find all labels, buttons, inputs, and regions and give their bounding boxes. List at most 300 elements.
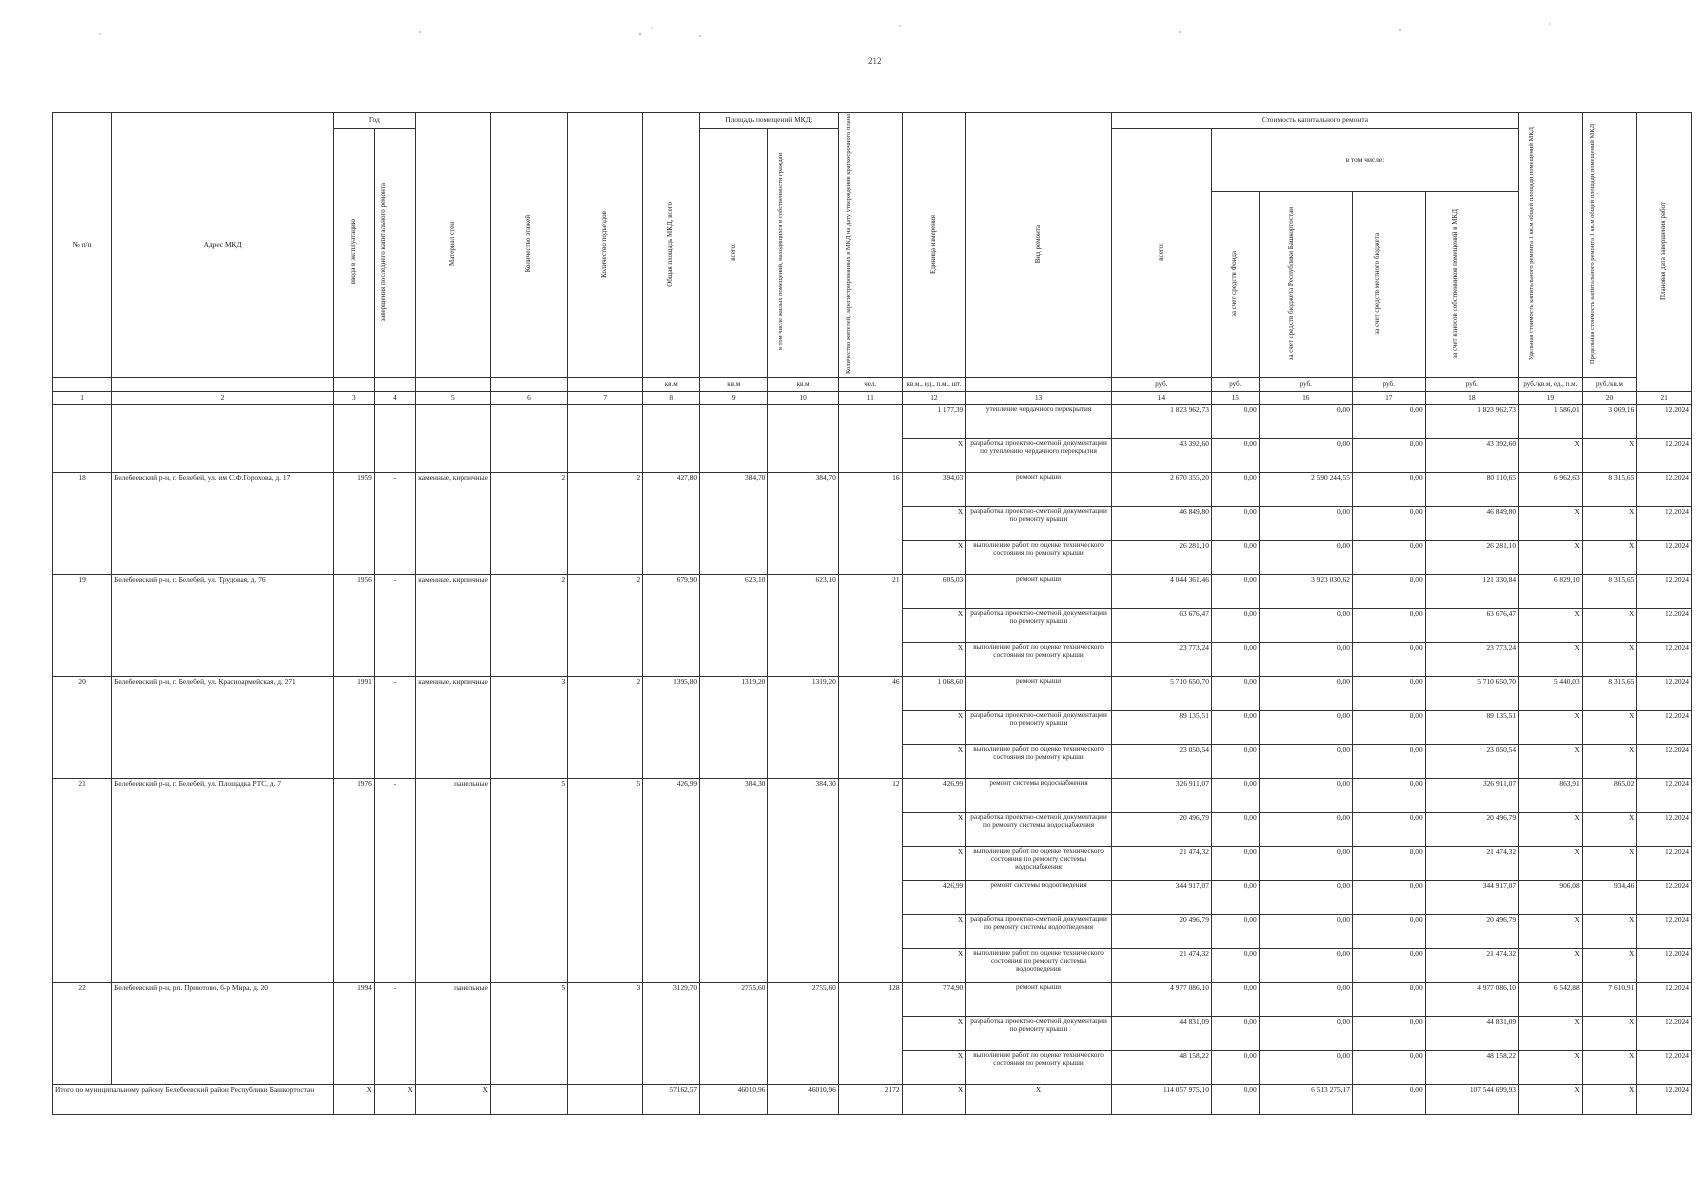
header-cost-incl: в том числе: bbox=[1211, 129, 1518, 192]
unit-c1 bbox=[53, 378, 112, 392]
work-unit: 394,03 bbox=[902, 473, 966, 507]
row-number: 20 bbox=[53, 677, 112, 779]
unit-c10: кв.м bbox=[768, 378, 839, 392]
work-type: утепление чердачного перекрытия bbox=[966, 405, 1112, 439]
header-premises-total: всего: bbox=[700, 129, 768, 378]
row-entrances: 3 bbox=[568, 983, 643, 1085]
cost-total: 89 135,51 bbox=[1111, 711, 1211, 745]
cost-local: 0,00 bbox=[1352, 1051, 1425, 1085]
cost-local: 0,00 bbox=[1352, 439, 1425, 473]
plan-date: 12.2024 bbox=[1637, 983, 1692, 1017]
unit-cost: X bbox=[1519, 949, 1583, 983]
column-index: 19 bbox=[1519, 392, 1583, 405]
header-cost-total: всего: bbox=[1111, 129, 1211, 378]
column-index: 14 bbox=[1111, 392, 1211, 405]
header-floors: Количество этажей bbox=[490, 113, 567, 378]
cost-local: 0,00 bbox=[1352, 473, 1425, 507]
work-type: выполнение работ по оценке технического состояния по ремонту системы водоотведения bbox=[966, 949, 1112, 983]
cost-fund: 0,00 bbox=[1211, 473, 1259, 507]
unit-c16: руб. bbox=[1259, 378, 1352, 392]
total-owners: 107 544 699,93 bbox=[1425, 1085, 1518, 1115]
row-entrances: 2 bbox=[568, 575, 643, 677]
work-unit: X bbox=[902, 949, 966, 983]
row-premises: 1319,20 bbox=[700, 677, 768, 779]
total-c4: X bbox=[374, 1085, 415, 1115]
plan-date: 12.2024 bbox=[1637, 609, 1692, 643]
unit-c3 bbox=[333, 378, 374, 392]
unit-cost: X bbox=[1519, 439, 1583, 473]
unit-cost: X bbox=[1519, 1051, 1583, 1085]
unit-cost: 5 440,03 bbox=[1519, 677, 1583, 711]
row-total-area: 427,80 bbox=[643, 473, 700, 575]
row-number: 22 bbox=[53, 983, 112, 1085]
work-type: разработка проектно-сметной документации по ремонту крыши bbox=[966, 1017, 1112, 1051]
max-cost: 7 610,91 bbox=[1582, 983, 1637, 1017]
repair-plan-table bbox=[52, 112, 1692, 1115]
work-unit: X bbox=[902, 1017, 966, 1051]
total-prem_fund: 46010,96 bbox=[768, 1085, 839, 1115]
unit-cost: X bbox=[1519, 745, 1583, 779]
row-material: панельные bbox=[415, 983, 490, 1085]
header-cost-group: Стоимость капитального ремонта bbox=[1111, 113, 1518, 129]
scan-noise-artifacts bbox=[0, 14, 1697, 54]
max-cost: X bbox=[1582, 439, 1637, 473]
work-type: выполнение работ по оценке технического состояния по ремонту крыши bbox=[966, 643, 1112, 677]
cost-total: 63 676,47 bbox=[1111, 609, 1211, 643]
cost-local: 0,00 bbox=[1352, 507, 1425, 541]
work-unit: X bbox=[902, 541, 966, 575]
cost-owners: 20 496,79 bbox=[1425, 915, 1518, 949]
max-cost: X bbox=[1582, 1051, 1637, 1085]
cost-total: 4 977 086,10 bbox=[1111, 983, 1211, 1017]
header-unit: Единица измерения bbox=[902, 113, 966, 378]
total-type: X bbox=[966, 1085, 1112, 1115]
cost-owners: 44 831,09 bbox=[1425, 1017, 1518, 1051]
total-label: Итого по муниципальному району Белебеевский район Республики Башкортостан bbox=[53, 1085, 334, 1115]
header-max-cost: Предельная стоимость капитального ремонта 1 кв.м общей площади помещений МКД bbox=[1582, 113, 1637, 378]
row-floors: 2 bbox=[490, 575, 567, 677]
cost-owners: 63 676,47 bbox=[1425, 609, 1518, 643]
work-unit: X bbox=[902, 507, 966, 541]
row-residents bbox=[838, 405, 902, 473]
cost-budget-rb: 0,00 bbox=[1259, 1017, 1352, 1051]
unit-c5 bbox=[415, 378, 490, 392]
work-unit: X bbox=[902, 1051, 966, 1085]
total-rb: 6 513 275,17 bbox=[1259, 1085, 1352, 1115]
cost-budget-rb: 0,00 bbox=[1259, 1051, 1352, 1085]
header-premises-group: Площадь помещений МКД: bbox=[700, 113, 839, 129]
work-unit: 426,99 bbox=[902, 881, 966, 915]
row-last-repair: - bbox=[374, 575, 415, 677]
column-index: 2 bbox=[112, 392, 334, 405]
cost-budget-rb: 0,00 bbox=[1259, 711, 1352, 745]
cost-owners: 121 330,84 bbox=[1425, 575, 1518, 609]
work-unit: X bbox=[902, 847, 966, 881]
row-premises-fund: 384,30 bbox=[768, 779, 839, 983]
table-row bbox=[53, 779, 1692, 813]
header-residents: Количество жителей, зарегистрированных в МКД на дату утверждения краткосрочного плана bbox=[838, 113, 902, 378]
cost-total: 43 392,60 bbox=[1111, 439, 1211, 473]
row-year: 1959 bbox=[333, 473, 374, 575]
unit-cost: X bbox=[1519, 813, 1583, 847]
cost-local: 0,00 bbox=[1352, 1017, 1425, 1051]
work-type: ремонт крыши bbox=[966, 575, 1112, 609]
cost-budget-rb: 0,00 bbox=[1259, 915, 1352, 949]
row-entrances: 2 bbox=[568, 473, 643, 575]
row-year: 1991 bbox=[333, 677, 374, 779]
cost-total: 48 158,22 bbox=[1111, 1051, 1211, 1085]
cost-owners: 326 911,07 bbox=[1425, 779, 1518, 813]
unit-cost: X bbox=[1519, 643, 1583, 677]
unit-c2 bbox=[112, 378, 334, 392]
cost-fund: 0,00 bbox=[1211, 575, 1259, 609]
unit-c7 bbox=[568, 378, 643, 392]
work-type: выполнение работ по оценке технического состояния по ремонту крыши bbox=[966, 1051, 1112, 1085]
cost-owners: 43 392,60 bbox=[1425, 439, 1518, 473]
max-cost: X bbox=[1582, 541, 1637, 575]
header-cost-local: за счет средств местного бюджета bbox=[1352, 192, 1425, 378]
cost-owners: 46 849,80 bbox=[1425, 507, 1518, 541]
row-premises-fund: 1319,20 bbox=[768, 677, 839, 779]
row-last-repair: - bbox=[374, 473, 415, 575]
max-cost: 8 315,65 bbox=[1582, 677, 1637, 711]
max-cost: X bbox=[1582, 949, 1637, 983]
max-cost: 3 069,16 bbox=[1582, 405, 1637, 439]
work-type: ремонт крыши bbox=[966, 473, 1112, 507]
work-type: ремонт крыши bbox=[966, 983, 1112, 1017]
row-total-area: 426,99 bbox=[643, 779, 700, 983]
cost-total: 20 496,79 bbox=[1111, 915, 1211, 949]
unit-cost: X bbox=[1519, 1017, 1583, 1051]
header-unit-cost: Удельная стоимость капитального ремонта 1 кв.м общей площади помещений МКД bbox=[1519, 113, 1583, 378]
max-cost: 934,46 bbox=[1582, 881, 1637, 915]
cost-total: 21 474,32 bbox=[1111, 847, 1211, 881]
cost-owners: 48 158,22 bbox=[1425, 1051, 1518, 1085]
work-unit: X bbox=[902, 439, 966, 473]
cost-fund: 0,00 bbox=[1211, 541, 1259, 575]
cost-budget-rb: 3 923 030,62 bbox=[1259, 575, 1352, 609]
cost-fund: 0,00 bbox=[1211, 779, 1259, 813]
unit-c20: руб./кв.м bbox=[1582, 378, 1637, 392]
row-year bbox=[333, 405, 374, 473]
plan-date: 12.2024 bbox=[1637, 541, 1692, 575]
unit-c18: руб. bbox=[1425, 378, 1518, 392]
work-unit: X bbox=[902, 813, 966, 847]
plan-date: 12.2024 bbox=[1637, 1051, 1692, 1085]
row-premises: 623,10 bbox=[700, 575, 768, 677]
column-index: 6 bbox=[490, 392, 567, 405]
work-type: ремонт системы водоотведения bbox=[966, 881, 1112, 915]
column-index-row bbox=[53, 392, 1692, 405]
total-unit_cost: X bbox=[1519, 1085, 1583, 1115]
work-type: выполнение работ по оценке технического состояния по ремонту крыши bbox=[966, 541, 1112, 575]
cost-fund: 0,00 bbox=[1211, 677, 1259, 711]
column-index: 1 bbox=[53, 392, 112, 405]
max-cost: 8 315,65 bbox=[1582, 575, 1637, 609]
unit-c15: руб. bbox=[1211, 378, 1259, 392]
column-index: 12 bbox=[902, 392, 966, 405]
cost-total: 44 831,09 bbox=[1111, 1017, 1211, 1051]
column-index: 17 bbox=[1352, 392, 1425, 405]
row-address: Белебеевский р-н, г. Белебей, ул. Трудовая, д. 76 bbox=[112, 575, 334, 677]
work-unit: X bbox=[902, 915, 966, 949]
cost-budget-rb: 0,00 bbox=[1259, 677, 1352, 711]
unit-cost: X bbox=[1519, 915, 1583, 949]
row-residents: 128 bbox=[838, 983, 902, 1085]
row-premises bbox=[700, 405, 768, 473]
row-material: каменные, кирпичные bbox=[415, 677, 490, 779]
row-number: 18 bbox=[53, 473, 112, 575]
unit-c13 bbox=[966, 378, 1112, 392]
cost-fund: 0,00 bbox=[1211, 405, 1259, 439]
unit-c17: руб. bbox=[1352, 378, 1425, 392]
header-address: Адрес МКД bbox=[112, 113, 334, 378]
max-cost: X bbox=[1582, 1017, 1637, 1051]
cost-owners: 4 977 086,10 bbox=[1425, 983, 1518, 1017]
cost-budget-rb: 0,00 bbox=[1259, 949, 1352, 983]
unit-cost: 1 586,01 bbox=[1519, 405, 1583, 439]
cost-total: 23 050,54 bbox=[1111, 745, 1211, 779]
cost-budget-rb: 0,00 bbox=[1259, 779, 1352, 813]
header-cost-budget-rb: за счет средств бюджета Республики Башкортостан bbox=[1259, 192, 1352, 378]
cost-total: 46 849,80 bbox=[1111, 507, 1211, 541]
cost-total: 23 773,24 bbox=[1111, 643, 1211, 677]
total-residents: 2172 bbox=[838, 1085, 902, 1115]
row-entrances bbox=[568, 405, 643, 473]
total-prem: 46010,96 bbox=[700, 1085, 768, 1115]
table-row bbox=[53, 405, 1692, 439]
plan-date: 12.2024 bbox=[1637, 881, 1692, 915]
work-type: разработка проектно-сметной документации по утеплению чердачного перекрытия bbox=[966, 439, 1112, 473]
row-floors: 5 bbox=[490, 983, 567, 1085]
row-entrances: 2 bbox=[568, 677, 643, 779]
row-address: Белебеевский р-н, рп. Приютово, б-р Мира, д. 20 bbox=[112, 983, 334, 1085]
plan-date: 12.2024 bbox=[1637, 847, 1692, 881]
plan-date: 12.2024 bbox=[1637, 473, 1692, 507]
cost-local: 0,00 bbox=[1352, 813, 1425, 847]
cost-owners: 80 110,65 bbox=[1425, 473, 1518, 507]
unit-c19: руб./кв.м, ед., п.м. bbox=[1519, 378, 1583, 392]
row-total-area: 1395,80 bbox=[643, 677, 700, 779]
page-number: 212 bbox=[868, 56, 882, 66]
column-index: 3 bbox=[333, 392, 374, 405]
header-year-last-repair: завершения последнего капитального ремонта bbox=[374, 129, 415, 378]
row-material: панельные bbox=[415, 779, 490, 983]
plan-date: 12.2024 bbox=[1637, 915, 1692, 949]
cost-local: 0,00 bbox=[1352, 711, 1425, 745]
cost-local: 0,00 bbox=[1352, 949, 1425, 983]
unit-cost: 863,91 bbox=[1519, 779, 1583, 813]
cost-budget-rb: 0,00 bbox=[1259, 745, 1352, 779]
row-material: каменные, кирпичные bbox=[415, 473, 490, 575]
max-cost: 8 315,65 bbox=[1582, 473, 1637, 507]
column-index: 18 bbox=[1425, 392, 1518, 405]
cost-local: 0,00 bbox=[1352, 541, 1425, 575]
cost-budget-rb: 0,00 bbox=[1259, 507, 1352, 541]
row-address: Белебеевский р-н, г. Белебей, ул. Красноармейская, д. 271 bbox=[112, 677, 334, 779]
cost-local: 0,00 bbox=[1352, 983, 1425, 1017]
work-unit: 426,99 bbox=[902, 779, 966, 813]
row-premises: 384,70 bbox=[700, 473, 768, 575]
plan-date: 12.2024 bbox=[1637, 439, 1692, 473]
cost-fund: 0,00 bbox=[1211, 507, 1259, 541]
cost-owners: 344 917,07 bbox=[1425, 881, 1518, 915]
work-type: разработка проектно-сметной документации по ремонту системы водоснабжения bbox=[966, 813, 1112, 847]
unit-cost: 6 962,63 bbox=[1519, 473, 1583, 507]
table-row bbox=[53, 983, 1692, 1017]
total-area: 57162,57 bbox=[643, 1085, 700, 1115]
plan-date: 12.2024 bbox=[1637, 405, 1692, 439]
cost-budget-rb: 0,00 bbox=[1259, 813, 1352, 847]
column-index: 5 bbox=[415, 392, 490, 405]
unit-cost: X bbox=[1519, 541, 1583, 575]
cost-total: 21 474,32 bbox=[1111, 949, 1211, 983]
total-floors bbox=[490, 1085, 567, 1115]
plan-date: 12.2024 bbox=[1637, 575, 1692, 609]
row-number: 19 bbox=[53, 575, 112, 677]
cost-owners: 21 474,32 bbox=[1425, 847, 1518, 881]
cost-local: 0,00 bbox=[1352, 643, 1425, 677]
work-unit: X bbox=[902, 711, 966, 745]
unit-cost: X bbox=[1519, 507, 1583, 541]
cost-budget-rb: 0,00 bbox=[1259, 983, 1352, 1017]
column-index: 11 bbox=[838, 392, 902, 405]
row-number bbox=[53, 405, 112, 473]
cost-budget-rb: 0,00 bbox=[1259, 541, 1352, 575]
cost-budget-rb: 0,00 bbox=[1259, 847, 1352, 881]
cost-budget-rb: 0,00 bbox=[1259, 405, 1352, 439]
row-address: Белебеевский р-н, г. Белебей, ул. им С.Ф.Горохова, д. 17 bbox=[112, 473, 334, 575]
unit-cost: X bbox=[1519, 609, 1583, 643]
plan-date: 12.2024 bbox=[1637, 949, 1692, 983]
row-residents: 21 bbox=[838, 575, 902, 677]
header-wall-material: Материал стен bbox=[415, 113, 490, 378]
work-type: ремонт системы водоснабжения bbox=[966, 779, 1112, 813]
max-cost: X bbox=[1582, 507, 1637, 541]
header-entrances: Количество подъездов bbox=[568, 113, 643, 378]
row-last-repair: - bbox=[374, 677, 415, 779]
cost-total: 26 281,10 bbox=[1111, 541, 1211, 575]
cost-budget-rb: 0,00 bbox=[1259, 881, 1352, 915]
unit-c11: чел. bbox=[838, 378, 902, 392]
cost-fund: 0,00 bbox=[1211, 813, 1259, 847]
cost-local: 0,00 bbox=[1352, 609, 1425, 643]
max-cost: X bbox=[1582, 609, 1637, 643]
unit-c8: кв.м bbox=[643, 378, 700, 392]
cost-owners: 23 050,54 bbox=[1425, 745, 1518, 779]
plan-date: 12.2024 bbox=[1637, 779, 1692, 813]
unit-cost: X bbox=[1519, 847, 1583, 881]
plan-date: 12.2024 bbox=[1637, 677, 1692, 711]
work-type: выполнение работ по оценке технического состояния по ремонту крыши bbox=[966, 745, 1112, 779]
cost-budget-rb: 0,00 bbox=[1259, 439, 1352, 473]
cost-local: 0,00 bbox=[1352, 779, 1425, 813]
max-cost: 865,02 bbox=[1582, 779, 1637, 813]
unit-cost: 6 829,10 bbox=[1519, 575, 1583, 609]
column-index: 13 bbox=[966, 392, 1112, 405]
header-total-area: Общая площадь МКД, всего bbox=[643, 113, 700, 378]
cost-owners: 23 773,24 bbox=[1425, 643, 1518, 677]
column-index: 8 bbox=[643, 392, 700, 405]
column-index: 10 bbox=[768, 392, 839, 405]
cost-fund: 0,00 bbox=[1211, 847, 1259, 881]
plan-date: 12.2024 bbox=[1637, 711, 1692, 745]
cost-fund: 0,00 bbox=[1211, 915, 1259, 949]
row-premises-fund: 384,70 bbox=[768, 473, 839, 575]
row-residents: 16 bbox=[838, 473, 902, 575]
plan-date: 12.2024 bbox=[1637, 643, 1692, 677]
cost-fund: 0,00 bbox=[1211, 609, 1259, 643]
unit-cost: 906,08 bbox=[1519, 881, 1583, 915]
total-local: 0,00 bbox=[1352, 1085, 1425, 1115]
row-entrances: 5 bbox=[568, 779, 643, 983]
row-premises: 384,30 bbox=[700, 779, 768, 983]
row-premises-fund: 2755,60 bbox=[768, 983, 839, 1085]
cost-budget-rb: 0,00 bbox=[1259, 609, 1352, 643]
max-cost: X bbox=[1582, 915, 1637, 949]
repair-plan-table-wrapper bbox=[52, 112, 1692, 1115]
table-row bbox=[53, 677, 1692, 711]
total-total: 114 057 975,10 bbox=[1111, 1085, 1211, 1115]
work-type: выполнение работ по оценке технического состояния по ремонту системы водоснабжения bbox=[966, 847, 1112, 881]
cost-local: 0,00 bbox=[1352, 405, 1425, 439]
unit-c4 bbox=[374, 378, 415, 392]
work-unit: X bbox=[902, 745, 966, 779]
table-row bbox=[53, 473, 1692, 507]
row-address: Белебеевский р-н, г. Белебей, ул. Площадка РТС, д. 7 bbox=[112, 779, 334, 983]
header-premises-fund: в том числе жилых помещений, находящихся в собственности граждан bbox=[768, 129, 839, 378]
cost-local: 0,00 bbox=[1352, 915, 1425, 949]
header-cost-fund: за счет средств Фонда bbox=[1211, 192, 1259, 378]
total-row bbox=[53, 1085, 1692, 1115]
row-address bbox=[112, 405, 334, 473]
cost-fund: 0,00 bbox=[1211, 711, 1259, 745]
cost-budget-rb: 2 590 244,55 bbox=[1259, 473, 1352, 507]
cost-local: 0,00 bbox=[1352, 745, 1425, 779]
row-material bbox=[415, 405, 490, 473]
work-unit: 605,03 bbox=[902, 575, 966, 609]
row-number: 21 bbox=[53, 779, 112, 983]
plan-date: 12.2024 bbox=[1637, 745, 1692, 779]
unit-cost: X bbox=[1519, 711, 1583, 745]
work-unit: X bbox=[902, 609, 966, 643]
header-year-commission: ввода в эксплуатацию bbox=[333, 129, 374, 378]
cost-total: 326 911,07 bbox=[1111, 779, 1211, 813]
cost-total: 344 917,07 bbox=[1111, 881, 1211, 915]
plan-date: 12.2024 bbox=[1637, 813, 1692, 847]
work-unit: X bbox=[902, 643, 966, 677]
total-date: 12.2024 bbox=[1637, 1085, 1692, 1115]
work-unit: 1 068,60 bbox=[902, 677, 966, 711]
cost-fund: 0,00 bbox=[1211, 745, 1259, 779]
row-year: 1956 bbox=[333, 575, 374, 677]
row-floors: 5 bbox=[490, 779, 567, 983]
header-plan-date: Плановая дата завершения работ bbox=[1637, 113, 1692, 392]
cost-total: 1 823 962,73 bbox=[1111, 405, 1211, 439]
total-c5: X bbox=[415, 1085, 490, 1115]
row-material: каменные, кирпичные bbox=[415, 575, 490, 677]
total-max: X bbox=[1582, 1085, 1637, 1115]
cost-fund: 0,00 bbox=[1211, 643, 1259, 677]
header-num: № п/п bbox=[53, 113, 112, 378]
cost-fund: 0,00 bbox=[1211, 881, 1259, 915]
cost-total: 5 710 650,70 bbox=[1111, 677, 1211, 711]
cost-fund: 0,00 bbox=[1211, 949, 1259, 983]
row-last-repair bbox=[374, 405, 415, 473]
unit-c9: кв.м bbox=[700, 378, 768, 392]
cost-total: 20 496,79 bbox=[1111, 813, 1211, 847]
total-c3: X bbox=[333, 1085, 374, 1115]
